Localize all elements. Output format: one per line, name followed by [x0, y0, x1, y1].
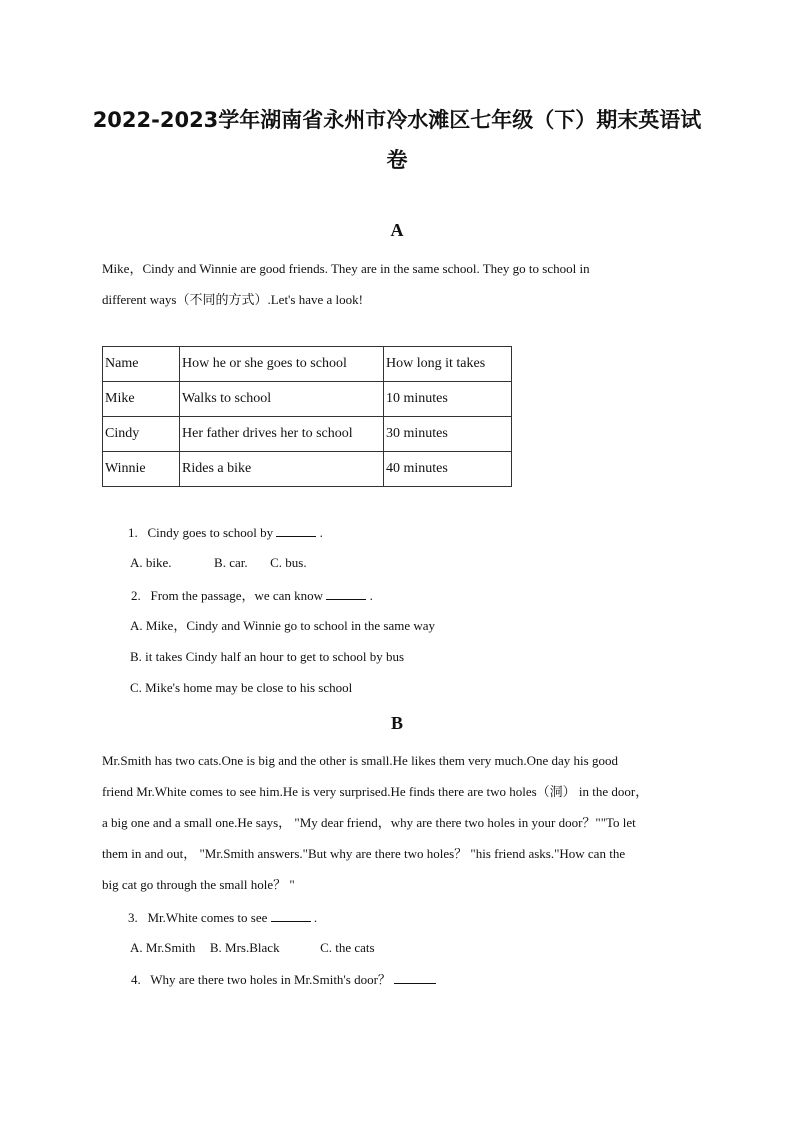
question-text: Mr.White comes to see [147, 910, 268, 925]
table-cell: 30 minutes [384, 417, 512, 452]
passage-line: them in and out， "Mr.Smith answers."But why are there two holes？ "his friend asks."How can the [102, 846, 626, 861]
question-number: 3. [128, 910, 138, 925]
option-b[interactable]: B. Mrs.Black [209, 940, 280, 955]
question-number: 2. [131, 588, 141, 603]
table-cell: 40 minutes [384, 452, 512, 487]
intro-line: different ways（不同的方式）.Let's have a look! [102, 292, 363, 307]
question-4 [131, 969, 436, 990]
title-line-2: 卷 [386, 148, 408, 172]
passage-line: big cat go through the small hole？ " [102, 877, 295, 892]
answer-blank[interactable] [326, 585, 366, 600]
option-b[interactable]: B. it takes Cindy half an hour to get to school by bus [130, 649, 405, 664]
option-a[interactable]: A. bike. [130, 555, 172, 570]
table-row [103, 452, 512, 487]
question-3 [128, 907, 317, 928]
table-cell: Walks to school [180, 382, 384, 417]
document-title [60, 100, 734, 180]
question-number: 1. [128, 525, 138, 540]
table-row [103, 382, 512, 417]
passage-line: Mr.Smith has two cats.One is big and the other is small.He likes them very much.One day his good [102, 753, 618, 768]
option-a[interactable]: A. Mike，Cindy and Winnie go to school in the same way [130, 618, 436, 633]
option-b[interactable]: B. car. [214, 555, 248, 570]
option-c[interactable]: C. bus. [270, 555, 307, 570]
passage-line: friend Mr.White comes to see him.He is very surprised.He finds there are two holes（洞） in the door， [102, 784, 649, 799]
table-cell: Winnie [103, 452, 180, 487]
intro-line: Mike，Cindy and Winnie are good friends. They are in the same school. They go to school in [102, 261, 590, 276]
table-header-cell: How long it takes [384, 347, 512, 382]
question-end: . [319, 525, 323, 540]
question-1-options [130, 553, 307, 573]
question-1 [128, 522, 323, 543]
question-2 [131, 585, 373, 606]
table-cell: Cindy [103, 417, 180, 452]
table-header-cell: How he or she goes to school [180, 347, 384, 382]
section-a-heading: A [390, 220, 404, 240]
table-header-cell: Name [103, 347, 180, 382]
title-line-1: 2022-2023学年湖南省永州市冷水滩区七年级（下）期末英语试 [92, 108, 702, 132]
section-b-passage [102, 745, 742, 900]
question-end: . [369, 588, 373, 603]
section-b-heading: B [390, 713, 403, 733]
table-cell: Rides a bike [180, 452, 384, 487]
table-header-row [103, 347, 512, 382]
passage-line: a big one and a small one.He says， "My dear friend，why are there two holes in your door？""To let [102, 815, 636, 830]
question-number: 4. [131, 972, 141, 987]
answer-blank[interactable] [271, 907, 311, 922]
table-row [103, 417, 512, 452]
question-text: Why are there two holes in Mr.Smith's door？ [150, 972, 391, 987]
question-text: Cindy goes to school by [147, 525, 274, 540]
transport-table [102, 346, 512, 487]
answer-blank[interactable] [276, 522, 316, 537]
option-a[interactable]: A. Mr.Smith [130, 940, 196, 955]
section-a-intro [102, 253, 712, 315]
table-cell: Mike [103, 382, 180, 417]
answer-blank[interactable] [394, 969, 436, 984]
question-text: From the passage，we can know [150, 588, 324, 603]
table-cell: Her father drives her to school [180, 417, 384, 452]
question-end: . [313, 910, 318, 925]
question-3-options [130, 938, 375, 958]
option-c[interactable]: C. the cats [320, 940, 375, 955]
option-c[interactable]: C. Mike's home may be close to his school [130, 680, 353, 695]
table-cell: 10 minutes [384, 382, 512, 417]
